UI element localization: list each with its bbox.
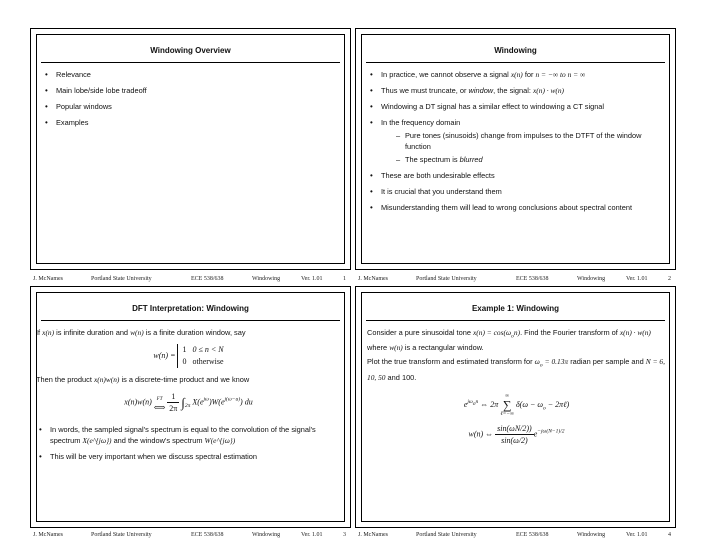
fraction [167, 391, 179, 414]
math: w(n) [389, 343, 403, 353]
footer-university: Portland State University [91, 276, 152, 282]
math: W(e^{jω}) [204, 436, 236, 445]
summation [500, 393, 514, 417]
arrow-label: FT [156, 397, 163, 402]
math: e [533, 429, 538, 439]
fraction [495, 423, 534, 446]
sub-list [393, 130, 666, 165]
footer-topic: Windowing [577, 276, 606, 282]
math-sup: n [475, 399, 479, 406]
math: w(n) = [153, 350, 176, 360]
plot-paragraph [367, 356, 666, 382]
footer-version: Ver. 1.01 [301, 276, 323, 282]
math: X(e^{jω}) [82, 436, 112, 445]
footer-university: Portland State University [91, 532, 152, 538]
bullet-item [367, 69, 666, 80]
math-sup: jω [203, 396, 209, 403]
title-rule [41, 320, 340, 321]
sub-item: – Pure tones (sinusoids) change from impulses to the DTFT of the window function [393, 130, 666, 152]
text: is infinite duration and [56, 328, 129, 337]
math: e [463, 399, 468, 409]
math: x(n)w(n) [93, 375, 120, 384]
then-paragraph [36, 374, 341, 385]
numerator: sin(ωN/2)) [497, 423, 532, 433]
math: X(e [192, 397, 204, 407]
text: , the signal: [493, 86, 531, 95]
bullet-item: • Examples [42, 117, 341, 128]
math-sup: −jω(N−1)/2 [537, 428, 565, 435]
math: w(n) [130, 328, 144, 337]
text: If [36, 328, 41, 337]
window-equation [36, 344, 341, 368]
footer-page-number: 4 [668, 532, 671, 538]
math-sub: o [511, 333, 514, 340]
integral-limit: 2π [184, 402, 191, 409]
bullet-item: • These are both undesirable effects [367, 170, 666, 181]
sum-lower: ℓ=−∞ [500, 410, 514, 417]
bullet-list [42, 69, 341, 128]
text: In words, the sampled signal's spectrum is equal to the convolution of the signal's spectrum [50, 425, 316, 445]
bullet-item: • Windowing a DT signal has a similar effect to windowing a CT signal [367, 101, 666, 112]
math: n = −∞ to n = ∞ [535, 70, 586, 79]
math: ⇔ 2π [480, 399, 499, 409]
arrow: ⟺ [153, 403, 166, 412]
footer-course: ECE 538/638 [191, 532, 224, 538]
bullet-list [36, 424, 341, 462]
footer-course: ECE 538/638 [516, 276, 549, 282]
emphasis: window [468, 86, 494, 95]
footer-version: Ver. 1.01 [301, 532, 323, 538]
bullet-item [367, 117, 666, 165]
integral-sign: ∫ [181, 395, 185, 410]
footer-author: J. McNames [33, 276, 63, 282]
math-sub: o [539, 362, 543, 369]
slide-title: Windowing [494, 46, 537, 55]
sum-sign: ∑ [502, 397, 512, 412]
text: and the window's spectrum [113, 436, 203, 445]
footer-page-number: 3 [343, 532, 346, 538]
denominator: 2π [169, 404, 178, 413]
bullet-item: • This will be very important when we discuss spectral estimation [36, 451, 341, 462]
text: is a discrete-time product and we know [121, 375, 250, 384]
cases-block [177, 344, 223, 368]
tone-transform-equation [367, 393, 666, 417]
slide-title: Windowing Overview [150, 46, 231, 55]
slide-body [36, 327, 341, 467]
math: w(n) ⇔ [468, 429, 494, 439]
slide-body [367, 69, 666, 218]
math: N = 6, 10, 50 [367, 357, 665, 382]
math: δ(ω − ω [515, 399, 544, 409]
math: x(n) · w(n) [619, 328, 651, 337]
text: Consider a pure sinusoidal tone [367, 328, 471, 337]
footer-author: J. McNames [358, 276, 388, 282]
math: ω [534, 357, 540, 367]
math: − 2πℓ) [547, 399, 570, 409]
text: Plot the true transform and estimated transform for [367, 357, 533, 367]
footer-page-number: 1 [343, 276, 346, 282]
problem-paragraph [367, 327, 666, 353]
footer-page-number: 2 [668, 276, 671, 282]
math: x(n) [42, 328, 55, 337]
footer-university: Portland State University [416, 532, 477, 538]
text: In practice, we cannot observe a signal [381, 70, 509, 79]
math-sub: o [543, 405, 546, 412]
sum-upper: ∞ [505, 392, 510, 399]
text: Then the product [36, 375, 92, 384]
bullet-item: • Relevance [42, 69, 341, 80]
text: The spectrum is [405, 155, 458, 164]
ft-arrow [154, 394, 165, 411]
footer-topic: Windowing [252, 276, 281, 282]
slide-dft-interpretation [30, 286, 351, 528]
slide-body [367, 327, 666, 452]
text: where [367, 343, 388, 353]
math-sub: o [472, 401, 476, 408]
slide-title: Example 1: Windowing [471, 304, 560, 313]
math: x(n)w(n) [124, 397, 152, 407]
bullet-item: • Popular windows [42, 101, 341, 112]
math: = 0.13π [544, 357, 569, 367]
footer-version: Ver. 1.01 [626, 532, 648, 538]
emphasis: blurred [459, 155, 483, 164]
footer-topic: Windowing [252, 532, 281, 538]
text: 100. [401, 372, 417, 382]
slide-body [42, 69, 341, 133]
bullet-item: • Main lobe/side lobe tradeoff [42, 85, 341, 96]
intro-paragraph [36, 327, 341, 338]
window-transform-equation [367, 423, 666, 446]
slide-windowing [355, 28, 676, 270]
bullet-item: • It is crucial that you understand them [367, 186, 666, 197]
math: n) [513, 328, 521, 337]
math: x(n) [510, 70, 523, 79]
title-rule [366, 62, 665, 63]
case-condition: otherwise [192, 357, 224, 366]
case-value: 0 [182, 357, 187, 366]
sub-item [393, 154, 666, 165]
text: In the frequency domain [381, 118, 461, 127]
math: ) du [240, 397, 253, 407]
text: and [387, 372, 400, 382]
footer-university: Portland State University [416, 276, 477, 282]
text: Thus we must truncate, or [381, 86, 467, 95]
text: is a rectangular window. [404, 343, 484, 353]
math: x(n) = cos(ω [473, 328, 512, 337]
footer-author: J. McNames [33, 532, 63, 538]
text: for [524, 70, 534, 79]
slide-title: DFT Interpretation: Windowing [132, 304, 249, 313]
math: )W(e [208, 397, 225, 407]
math: x(n) · w(n) [533, 86, 565, 95]
math-sup: j(ω−u) [224, 396, 241, 403]
bullet-list [367, 69, 666, 213]
slide-example-windowing [355, 286, 676, 528]
footer-course: ECE 538/638 [191, 276, 224, 282]
footer-topic: Windowing [577, 532, 606, 538]
case-value: 1 [182, 345, 187, 354]
title-rule [41, 62, 340, 63]
footer-course: ECE 538/638 [516, 532, 549, 538]
slide-windowing-overview [30, 28, 351, 270]
text: radian per sample and [570, 357, 644, 367]
math-sup: jω [467, 399, 473, 406]
title-rule [366, 320, 665, 321]
bullet-item [367, 85, 666, 96]
text: is a finite duration window, say [145, 328, 246, 337]
footer-author: J. McNames [358, 532, 388, 538]
footer-version: Ver. 1.01 [626, 276, 648, 282]
numerator: 1 [167, 391, 179, 403]
text: . Find the Fourier transform of [520, 328, 618, 337]
bullet-item [36, 424, 341, 446]
case-condition: 0 ≤ n < N [192, 345, 224, 354]
convolution-equation [36, 391, 341, 414]
bullet-item: • Misunderstanding them will lead to wrong conclusions about spectral content [367, 202, 666, 213]
denominator: sin(ω/2) [501, 435, 528, 445]
